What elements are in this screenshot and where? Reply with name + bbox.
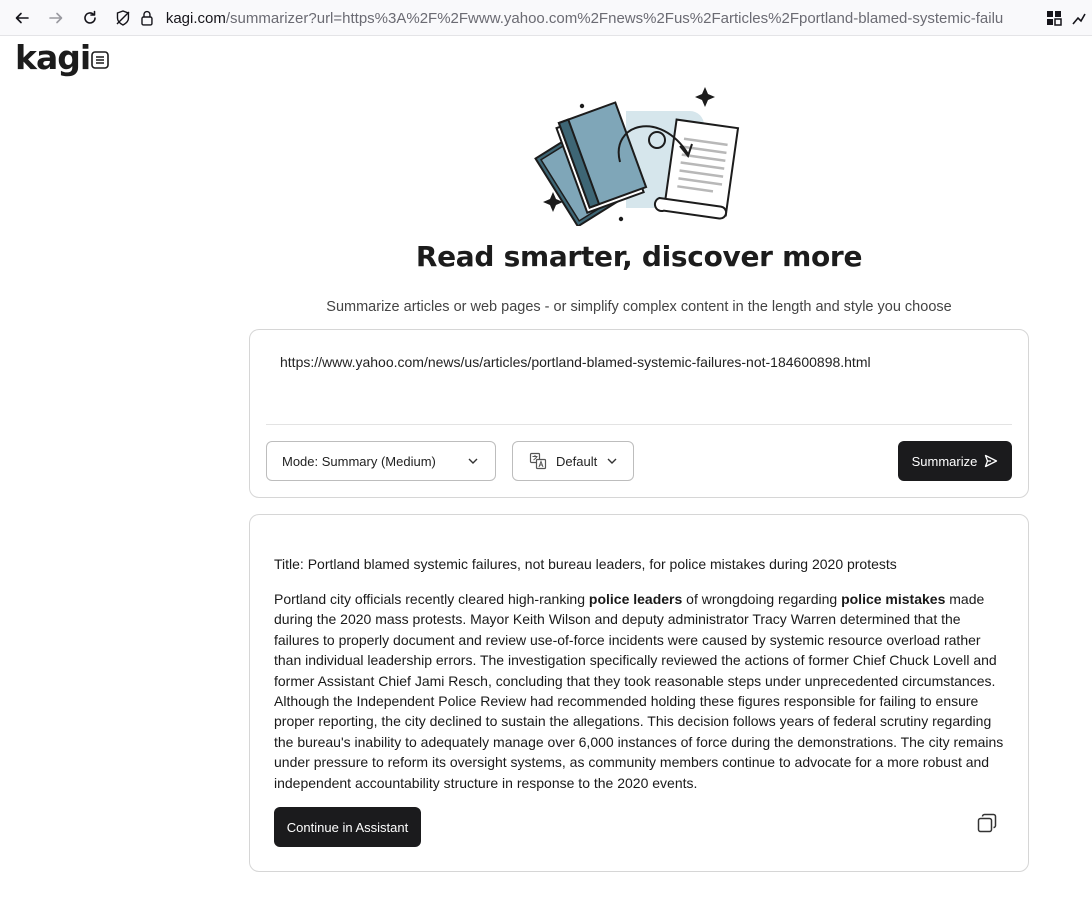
- extensions-icon[interactable]: [1045, 9, 1063, 27]
- forward-button[interactable]: [44, 6, 68, 30]
- summarize-button-label: Summarize: [911, 453, 978, 469]
- reload-button[interactable]: [78, 6, 102, 30]
- highlight-term: police leaders: [588, 591, 683, 607]
- language-select[interactable]: [512, 441, 634, 481]
- highlight-term: police mistakes: [841, 591, 946, 607]
- language-select-label: Default: [556, 453, 598, 469]
- address-bar[interactable]: [110, 4, 1042, 32]
- continue-button-label: Continue in Assistant: [286, 819, 409, 835]
- send-icon: [984, 454, 998, 468]
- page-subtitle: Summarize articles or web pages - or simplify complex content in the length and style you choose: [326, 299, 952, 315]
- back-button[interactable]: [10, 6, 34, 30]
- tracking-shield-icon[interactable]: [114, 9, 132, 27]
- page-title: Read smarter, discover more: [415, 240, 863, 273]
- url-input[interactable]: https://www.yahoo.com/news/us/articles/portland-blamed-systemic-failures-not-184600898.html: [280, 354, 871, 370]
- summary-title: Title: Portland blamed systemic failures, not bureau leaders, for police mistakes during 2020 protests: [274, 556, 897, 572]
- document-list-icon[interactable]: [89, 49, 111, 71]
- summary-body: Portland city officials recently cleared high-ranking police leaders of wrongdoing regarding police mistakes made during the 2020 mass protests. Mayor Keith Wilson and deputy administrator Tracy Warren determined that the failures to properly document and review use-of-force incidents were caused by systemic resource overload rather than individual leadership errors. The investigation specifically reviewed the actions of former Chief Chuck Lovell and former Assistant Chief Jami Resch, concluding that they took reasonable steps under unprecedented circumstances. Although the Independent Police Review had recommended holding these figures responsible for failing to ensure proper reporting, the city declined to sustain the allegations. This decision follows years of federal scrutiny regarding the bureau's inability to adequately manage over 6,000 instances of force during the demonstrations. The city remains under pressure to reform its oversight systems, as community members continue to advocate for a more robust and independent accountability structure in response to the 2020 events.: [274, 591, 1004, 791]
- chevron-down-icon: [606, 455, 618, 467]
- reload-icon: [82, 10, 98, 26]
- browser-toolbar: [0, 0, 1092, 36]
- divider: [266, 424, 1012, 425]
- url-text[interactable]: kagi.com/summarizer?url=https%3A%2F%2Fwww.yahoo.com%2Fnews%2Fus%2Farticles%2Fportland-blamed-systemic-failu: [165, 9, 1004, 27]
- summarize-button[interactable]: [898, 441, 1012, 481]
- summary-result-card: [249, 514, 1029, 872]
- summarizer-input-card: [249, 329, 1029, 498]
- mode-select-label: Mode: Summary (Medium): [282, 453, 436, 469]
- mode-select[interactable]: [266, 441, 496, 481]
- continue-in-assistant-button[interactable]: [274, 807, 421, 847]
- arrow-right-icon: [48, 10, 64, 26]
- lock-icon[interactable]: [138, 9, 156, 27]
- copy-icon[interactable]: [976, 812, 998, 834]
- extension-icon[interactable]: [1070, 9, 1088, 27]
- kagi-logo[interactable]: kagi: [15, 38, 91, 77]
- arrow-left-icon: [14, 10, 30, 26]
- translate-icon: [529, 452, 547, 470]
- chevron-down-icon: [467, 455, 479, 467]
- books-illustration: [530, 84, 750, 226]
